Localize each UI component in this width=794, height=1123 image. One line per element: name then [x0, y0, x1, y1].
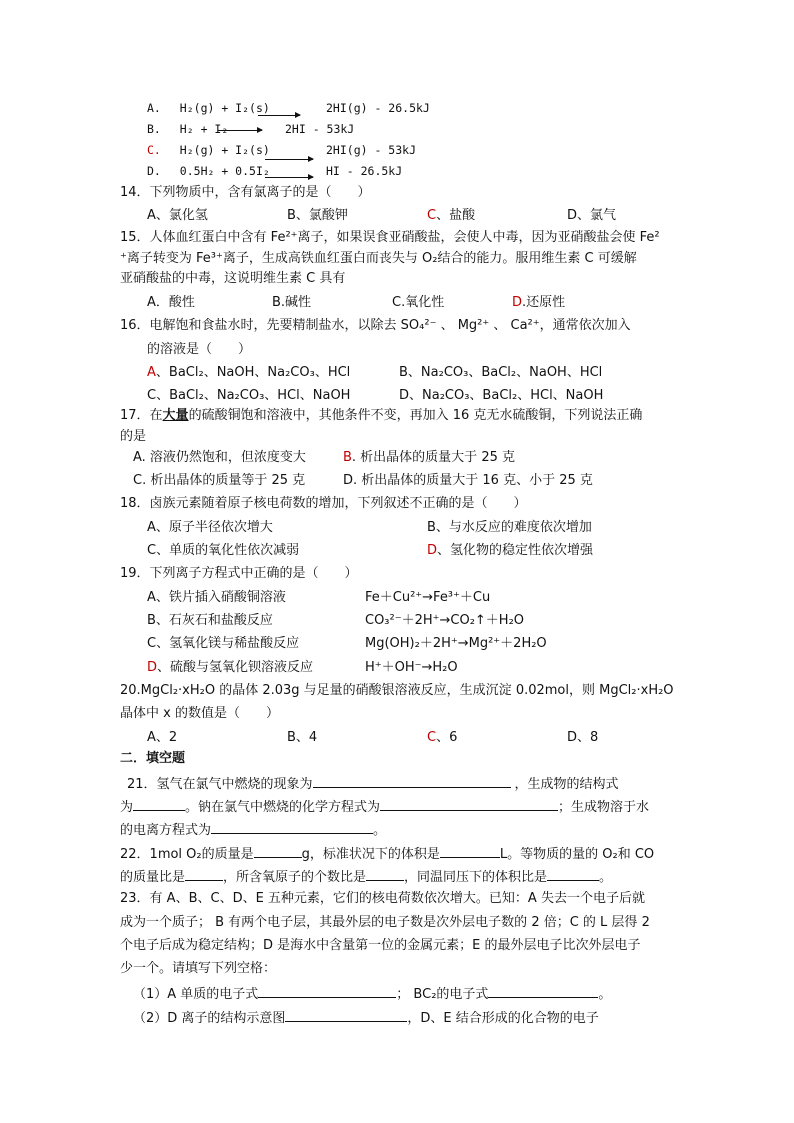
q18-option-b: B、与水反应的难度依次增加 — [427, 520, 592, 535]
q21-l2c: ；生成物溶于水 — [558, 800, 650, 815]
q16-option-d: D、Na₂CO₃、BaCl₂、HCl、NaOH — [399, 388, 604, 403]
q20-option-a: A、2 — [147, 730, 178, 745]
q21-blank-structure[interactable] — [133, 797, 185, 811]
q21-l2a: 为 — [120, 800, 134, 815]
q17-line1 — [120, 407, 642, 425]
q17-b-letter: B — [343, 450, 352, 465]
q22-l1a: 22．1mol O₂的质量是 — [120, 847, 254, 862]
q15-d-text: .还原性 — [522, 295, 566, 310]
q17-option-a: A. 溶液仍然饱和，但浓度变大 — [133, 450, 306, 465]
q20-c-text: 、6 — [436, 730, 458, 745]
q14-c-text: 、盐酸 — [436, 208, 476, 223]
q13-c-letter: C. — [147, 143, 161, 157]
q18-option-d — [427, 542, 593, 560]
q16-a-text: 、BaCl₂、NaOH、Na₂CO₃、HCl — [155, 365, 351, 380]
q18-stem: 18．卤族元素随着原子核电荷数的增加，下列叙述不正确的是（ ） — [120, 496, 527, 511]
q13-c-rhs: 2HI(g) - 53kJ — [326, 143, 417, 157]
q22-l1b: g，标准状况下的体积是 — [301, 847, 440, 862]
q19-option-c: C、氢氧化镁与稀盐酸反应 — [147, 636, 300, 651]
q17-emphasis: 大量 — [162, 408, 189, 423]
q13-option-d — [147, 162, 270, 180]
q23-line2: 成为一个质子； B 有两个电子层，其最外层的电子数是次外层电子数的 2 倍；C 的 L 层得 2 — [120, 915, 650, 930]
q21-blank-ionization[interactable] — [211, 820, 373, 834]
q16-option-b: B、Na₂CO₃、BaCl₂、NaOH、HCl — [399, 365, 603, 380]
q17-option-c: C. 析出晶体的质量等于 25 克 — [133, 473, 306, 488]
q16-a-letter: A — [147, 365, 156, 380]
q23-s2a: （2）D 离子的结构示意图 — [133, 1011, 286, 1026]
q19-eq-c: Mg(OH)₂＋2H⁺→Mg²⁺＋2H₂O — [365, 636, 547, 651]
q23-blank-a-electron[interactable] — [258, 984, 396, 998]
q23-line3: 个电子后成为稳定结构；D 是海水中含量第一位的金属元素；E 的最外层电子比次外层电子 — [120, 938, 641, 953]
q22-l2d: 。 — [599, 870, 613, 885]
q22-l2a: 的质量比是 — [120, 870, 186, 885]
q23-sub2 — [133, 1008, 599, 1028]
q19-d-letter: D — [147, 660, 158, 675]
q22-blank-volume-ratio[interactable] — [547, 867, 599, 881]
q23-s1b: ； BC₂的电子式 — [396, 987, 489, 1002]
q22-blank-mass[interactable] — [254, 844, 302, 858]
q22-line1 — [120, 844, 654, 864]
q21-l2b: 。钠在氯气中燃烧的化学方程式为 — [185, 800, 381, 815]
q21-l1b: ，生成物的结构式 — [514, 777, 619, 792]
q13-b-letter: B. — [147, 122, 161, 136]
q21-blank-phenomenon[interactable] — [313, 774, 511, 788]
q21-line1 — [127, 774, 619, 794]
q20-line2: 晶体中 x 的数值是（ ） — [120, 706, 279, 721]
q13-option-a — [147, 99, 270, 117]
q13-b-lhs: H₂ + I₂ — [179, 122, 229, 136]
section-heading: 二．填空题 — [120, 751, 186, 766]
q16-option-a — [147, 364, 350, 382]
q13-d-rhs: HI - 26.5kJ — [326, 164, 403, 178]
q14-stem: 14．下列物质中，含有氯离子的是（ ） — [120, 185, 371, 200]
q20-option-b: B、4 — [287, 730, 318, 745]
q19-option-d — [147, 659, 313, 677]
q14-c-letter: C — [427, 208, 437, 223]
q20-option-c — [427, 729, 457, 747]
q13-a-lhs: H₂(g) + I₂(s) — [179, 101, 270, 115]
q19-eq-a: Fe＋Cu²⁺→Fe³⁺＋Cu — [365, 590, 491, 605]
q21-line3 — [120, 820, 386, 840]
q13-option-b — [147, 120, 228, 138]
q19-stem: 19．下列离子方程式中正确的是（ ） — [120, 566, 358, 581]
q18-d-letter: D — [427, 543, 438, 558]
q22-blank-mass-ratio[interactable] — [185, 867, 223, 881]
q13-a-letter: A. — [147, 101, 161, 115]
q23-s1c: 。 — [598, 987, 612, 1002]
q17-line1-b: 的硫酸铜饱和溶液中，其他条件不变，再加入 16 克无水硫酸铜，下列说法正确 — [188, 408, 643, 423]
q18-option-c: C、单质的氧化性依次减弱 — [147, 543, 300, 558]
q23-line4: 少一个。请填写下列空格： — [120, 961, 277, 976]
q22-line2 — [120, 867, 612, 887]
q14-option-b: B、氯酸钾 — [287, 208, 348, 223]
q15-option-d — [512, 294, 565, 312]
q17-line1-a: 17．在 — [120, 408, 163, 423]
q15-line2: ⁺离子转变为 Fe³⁺离子，生成高铁血红蛋白而丧失与 O₂结合的能力。服用维生素 C 可缓解 — [120, 251, 637, 266]
q23-line1: 23．有 A、B、C、D、E 五种元素，它们的核电荷数依次增大。已知：A 失去一个电子后就 — [120, 891, 645, 906]
q19-option-a: A、铁片插入硝酸铜溶液 — [147, 590, 286, 605]
q13-d-lhs: 0.5H₂ + 0.5I₂ — [179, 164, 270, 178]
q14-option-a: A、氯化氢 — [147, 208, 208, 223]
q18-d-text: 、氢化物的稳定性依次增强 — [437, 543, 594, 558]
q20-line1: 20.MgCl₂·xH₂O 的晶体 2.03g 与足量的硝酸银溶液反应，生成沉淀 0.02mol，则 MgCl₂·xH₂O — [120, 683, 674, 698]
q23-blank-bc2-electron[interactable] — [488, 984, 598, 998]
q22-blank-atom-ratio[interactable] — [366, 867, 404, 881]
q17-option-d: D. 析出晶体的质量大于 16 克、小于 25 克 — [343, 473, 593, 488]
q15-line1: 15．人体血红蛋白中含有 Fe²⁺离子，如果误食亚硝酸盐，会使人中毒，因为亚硝酸盐会使 Fe² — [120, 230, 660, 245]
q15-d-letter: D — [512, 295, 523, 310]
q22-l2c: ，同温同压下的体积比是 — [404, 870, 548, 885]
q21-l3b: 。 — [373, 823, 387, 838]
q17-b-text: . 析出晶体的质量大于 25 克 — [351, 450, 515, 465]
q22-l2b: ，所含氧原子的个数比是 — [223, 870, 367, 885]
q21-l3a: 的电离方程式为 — [120, 823, 212, 838]
q13-d-arrow — [265, 177, 313, 178]
q15-option-a: A．酸性 — [147, 295, 195, 310]
q13-c-arrow — [265, 159, 313, 160]
q13-d-letter: D. — [147, 164, 161, 178]
q21-line2 — [120, 797, 649, 817]
q13-option-c — [147, 141, 270, 159]
q13-c-lhs: H₂(g) + I₂(s) — [179, 143, 270, 157]
q17-line2: 的是 — [120, 429, 147, 444]
q19-eq-d: H⁺＋OH⁻→H₂O — [365, 660, 458, 675]
q13-a-arrow — [258, 115, 300, 116]
q23-sub1 — [133, 984, 611, 1004]
q21-l1a: 21．氢气在氯气中燃烧的现象为 — [127, 777, 313, 792]
q14-option-d: D、氯气 — [567, 208, 617, 223]
q13-b-rhs: 2HI - 53kJ — [285, 122, 355, 136]
q15-option-b: B.碱性 — [272, 295, 312, 310]
q23-s1a: （1）A 单质的电子式 — [133, 987, 259, 1002]
q23-s2b: ，D、E 结合形成的化合物的电子 — [407, 1011, 599, 1026]
q13-b-arrow — [218, 130, 262, 131]
q16-line1: 16．电解饱和食盐水时，先要精制盐水，以除去 SO₄²⁻ 、 Mg²⁺ 、 Ca²⁺，通常依次加入 — [120, 318, 631, 333]
q15-option-c: C.氧化性 — [392, 295, 445, 310]
q17-option-b — [343, 449, 515, 467]
q14-option-c — [427, 207, 475, 225]
q20-option-d: D、8 — [567, 730, 599, 745]
q19-eq-b: CO₃²⁻＋2H⁺→CO₂↑＋H₂O — [365, 613, 525, 628]
q16-line2: 的溶液是（ ） — [147, 342, 252, 357]
q21-blank-equation[interactable] — [380, 797, 558, 811]
q16-option-c: C、BaCl₂、Na₂CO₃、HCl、NaOH — [147, 388, 351, 403]
q19-option-b: B、石灰石和盐酸反应 — [147, 613, 273, 628]
q22-l1c: L。等物质的量的 O₂和 CO — [499, 847, 655, 862]
q20-c-letter: C — [427, 730, 437, 745]
q19-d-text: 、硫酸与氢氧化钡溶液反应 — [157, 660, 314, 675]
q15-line3: 亚硝酸盐的中毒，这说明维生素 C 具有 — [120, 271, 346, 286]
q23-blank-d-ion-diagram[interactable] — [285, 1008, 407, 1022]
q13-a-rhs: 2HI(g) - 26.5kJ — [326, 101, 430, 115]
q22-blank-volume[interactable] — [440, 844, 500, 858]
q18-option-a: A、原子半径依次增大 — [147, 520, 273, 535]
